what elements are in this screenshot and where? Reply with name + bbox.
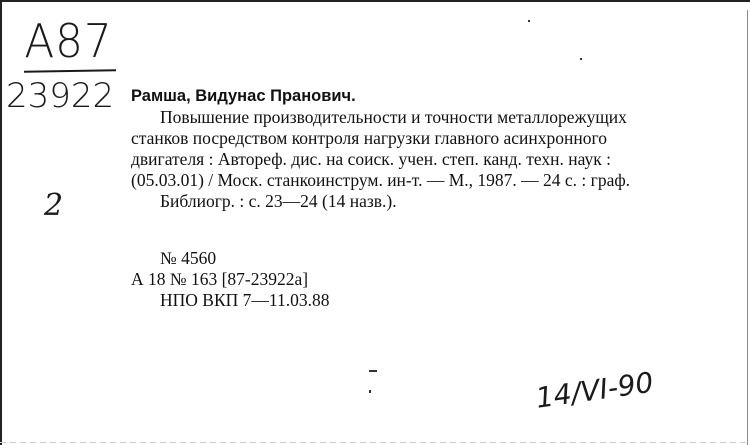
record-index: А 18 № 163 [87-23922а]	[131, 269, 309, 289]
ink-speck	[580, 58, 582, 60]
card-border-left	[0, 0, 2, 445]
record-line: станков посредством контроля нагрузки главного асинхронного	[131, 128, 607, 148]
ink-speck	[528, 20, 530, 22]
date-mark: 14/VI-90	[533, 365, 656, 415]
record-number: № 4560	[160, 248, 217, 268]
record-org: НПО ВКП 7—11.03.88	[160, 290, 330, 310]
call-number-bottom: 23922	[6, 76, 115, 116]
ink-speck	[369, 370, 377, 372]
record-author: Рамша, Видунас Пранович.	[131, 87, 356, 105]
call-number-top: A87	[24, 14, 113, 68]
margin-mark: 2	[44, 188, 65, 223]
card-border-top	[0, 0, 750, 2]
record-line: (05.03.01) / Моск. станкоинструм. ин-т. — М., 1987. — 24 с. : граф.	[131, 170, 631, 190]
call-number-underline	[24, 69, 116, 73]
ink-speck	[369, 390, 371, 393]
record-line: двигателя : Автореф. дис. на соиск. учен. степ. канд. техн. наук :	[131, 149, 612, 169]
record-bibliography: Библиогр. : с. 23—24 (14 назв.).	[160, 191, 397, 211]
card-border-right	[747, 10, 748, 445]
card-border-bottom	[0, 442, 750, 443]
record-line: Повышение производительности и точности металлорежущих	[160, 107, 627, 127]
